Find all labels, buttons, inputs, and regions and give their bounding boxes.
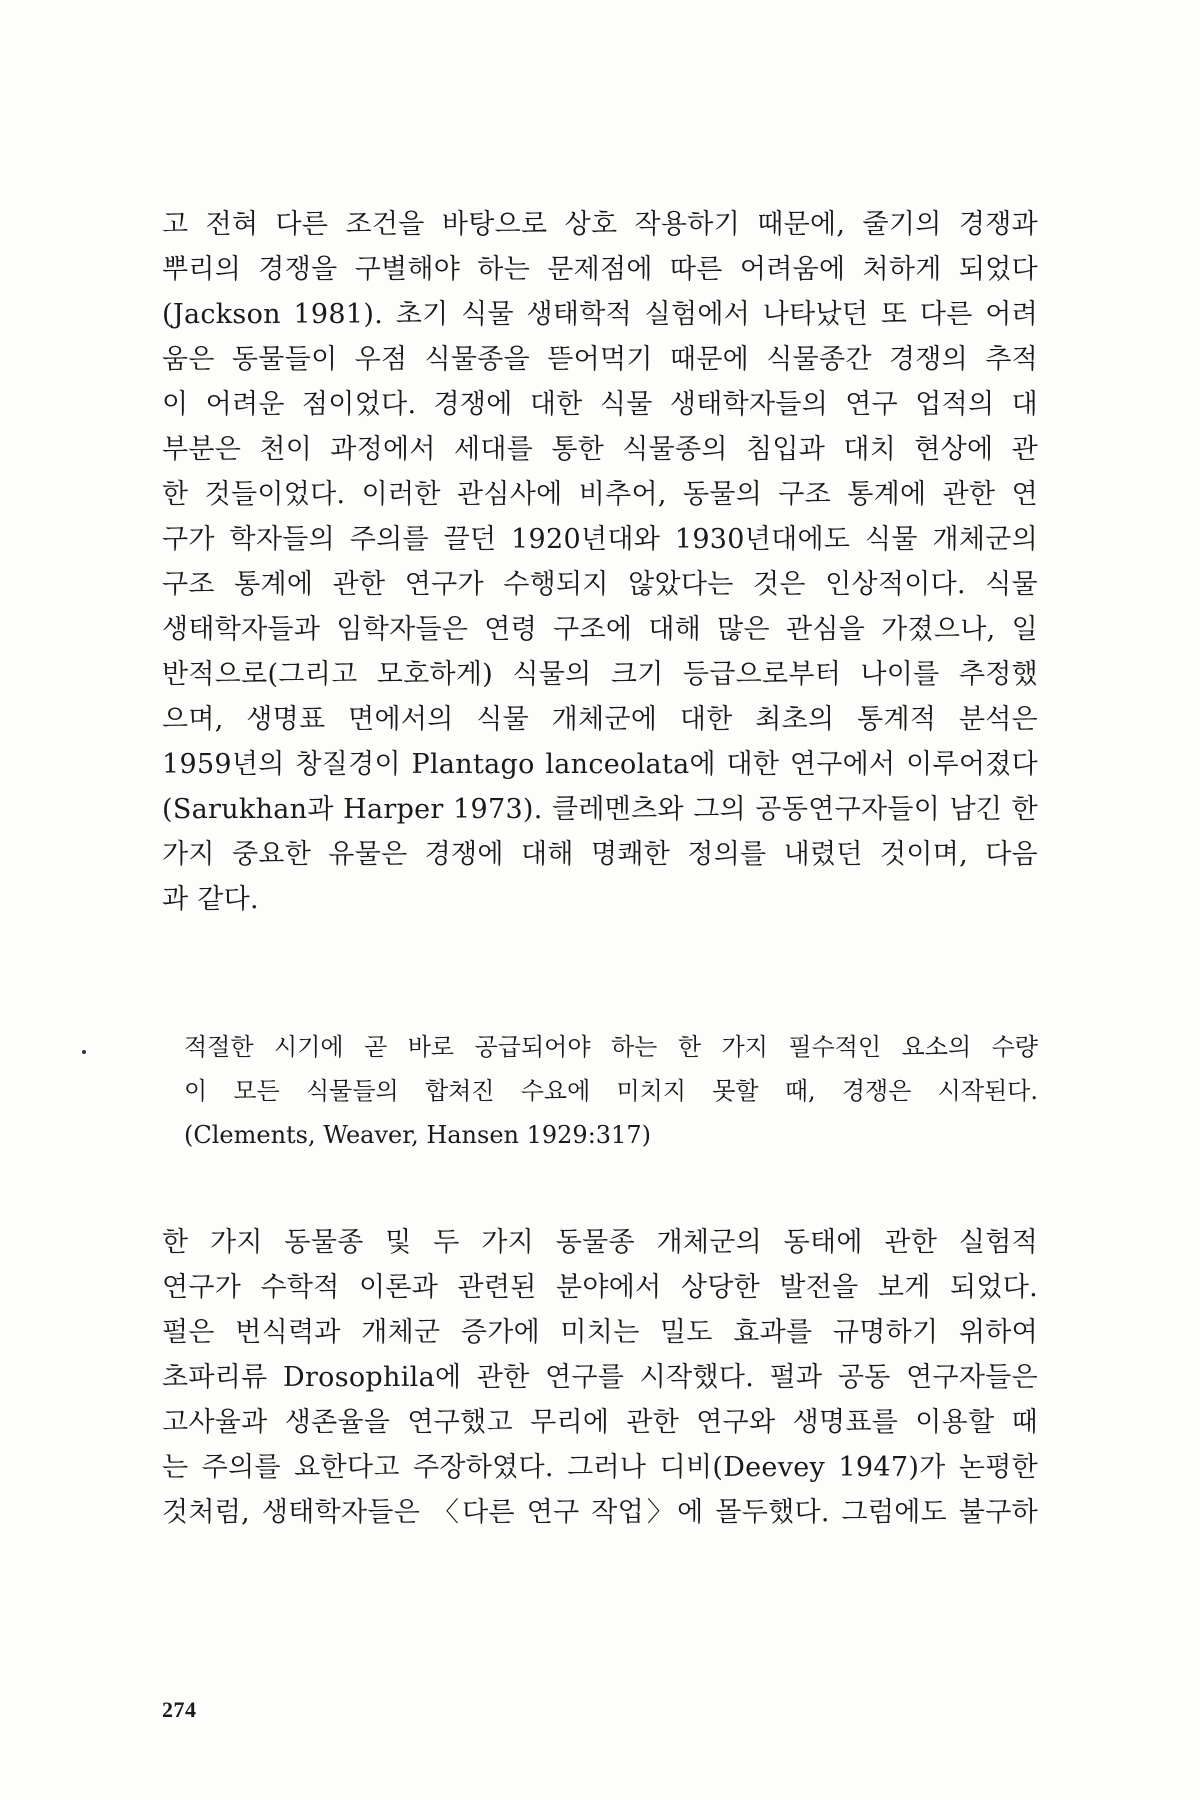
text-line: 는 주의를 요한다고 주장하였다. 그러나 디비(Deevey 1947)가 논평한 [162,1452,1038,1483]
text-line: 구가 학자들의 주의를 끌던 1920년대와 1930년대에도 식물 개체군의 [162,524,1038,555]
text-line: 이 어려운 점이었다. 경쟁에 대한 식물 생태학자들의 연구 업적의 대 [162,389,1038,420]
text-line: 반적으로(그리고 모호하게) 식물의 크기 등급으로부터 나이를 추정했 [162,659,1038,690]
text-line: 것처럼, 생태학자들은 〈다른 연구 작업〉에 몰두했다. 그럼에도 불구하 [162,1497,1038,1528]
body-paragraph-1 [162,202,1038,922]
text-line: 연구가 수학적 이론과 관련된 분야에서 상당한 발전을 보게 되었다. [162,1272,1038,1303]
text-line: 한 것들이었다. 이러한 관심사에 비추어, 동물의 구조 통계에 관한 연 [162,479,1038,510]
text-line: 한 가지 동물종 및 두 가지 동물종 개체군의 동태에 관한 실험적 [162,1227,1038,1258]
text-line: (Sarukhan과 Harper 1973). 클레멘츠와 그의 공동연구자들이 남긴 한 [162,794,1038,825]
text-line: 생태학자들과 임학자들은 연령 구조에 대해 많은 관심을 가졌으나, 일 [162,614,1038,645]
text-line: 과 같다. [162,884,259,915]
text-line: 으며, 생명표 면에서의 식물 개체군에 대한 최초의 통계적 분석은 [162,704,1038,735]
text-line: 뿌리의 경쟁을 구별해야 하는 문제점에 따른 어려움에 처하게 되었다 [162,254,1038,285]
text-line: 고 전혀 다른 조건을 바탕으로 상호 작용하기 때문에, 줄기의 경쟁과 [162,209,1038,240]
text-line: 초파리류 Drosophila에 관한 연구를 시작했다. 펄과 공동 연구자들은 [162,1362,1038,1393]
page-number: 274 [162,1697,197,1722]
text-line: 펄은 번식력과 개체군 증가에 미치는 밀도 효과를 규명하기 위하여 [162,1317,1038,1348]
text-line: 구조 통계에 관한 연구가 수행되지 않았다는 것은 인상적이다. 식물 [162,569,1038,600]
block-quote [184,1025,1038,1157]
text-line: 1959년의 창질경이 Plantago lanceolata에 대한 연구에서 이루어졌다 [162,749,1038,780]
text-line: (Jackson 1981). 초기 식물 생태학적 실험에서 나타났던 또 다른 어려 [162,299,1038,330]
text-line: 가지 중요한 유물은 경쟁에 대해 명쾌한 정의를 내렸던 것이며, 다음 [162,839,1038,870]
margin-dot [82,1050,86,1054]
quote-citation: (Clements, Weaver, Hansen 1929:317) [184,1121,651,1149]
text-line: 부분은 천이 과정에서 세대를 통한 식물종의 침입과 대치 현상에 관 [162,434,1038,465]
quote-line: 적절한 시기에 곧 바로 공급되어야 하는 한 가지 필수적인 요소의 수량 [184,1033,1038,1061]
body-paragraph-2 [162,1220,1038,1535]
text-line: 고사율과 생존율을 연구했고 무리에 관한 연구와 생명표를 이용할 때 [162,1407,1038,1438]
text-line: 움은 동물들이 우점 식물종을 뜯어먹기 때문에 식물종간 경쟁의 추적 [162,344,1038,375]
quote-line: 이 모든 식물들의 합쳐진 수요에 미치지 못할 때, 경쟁은 시작된다. [184,1077,1038,1105]
